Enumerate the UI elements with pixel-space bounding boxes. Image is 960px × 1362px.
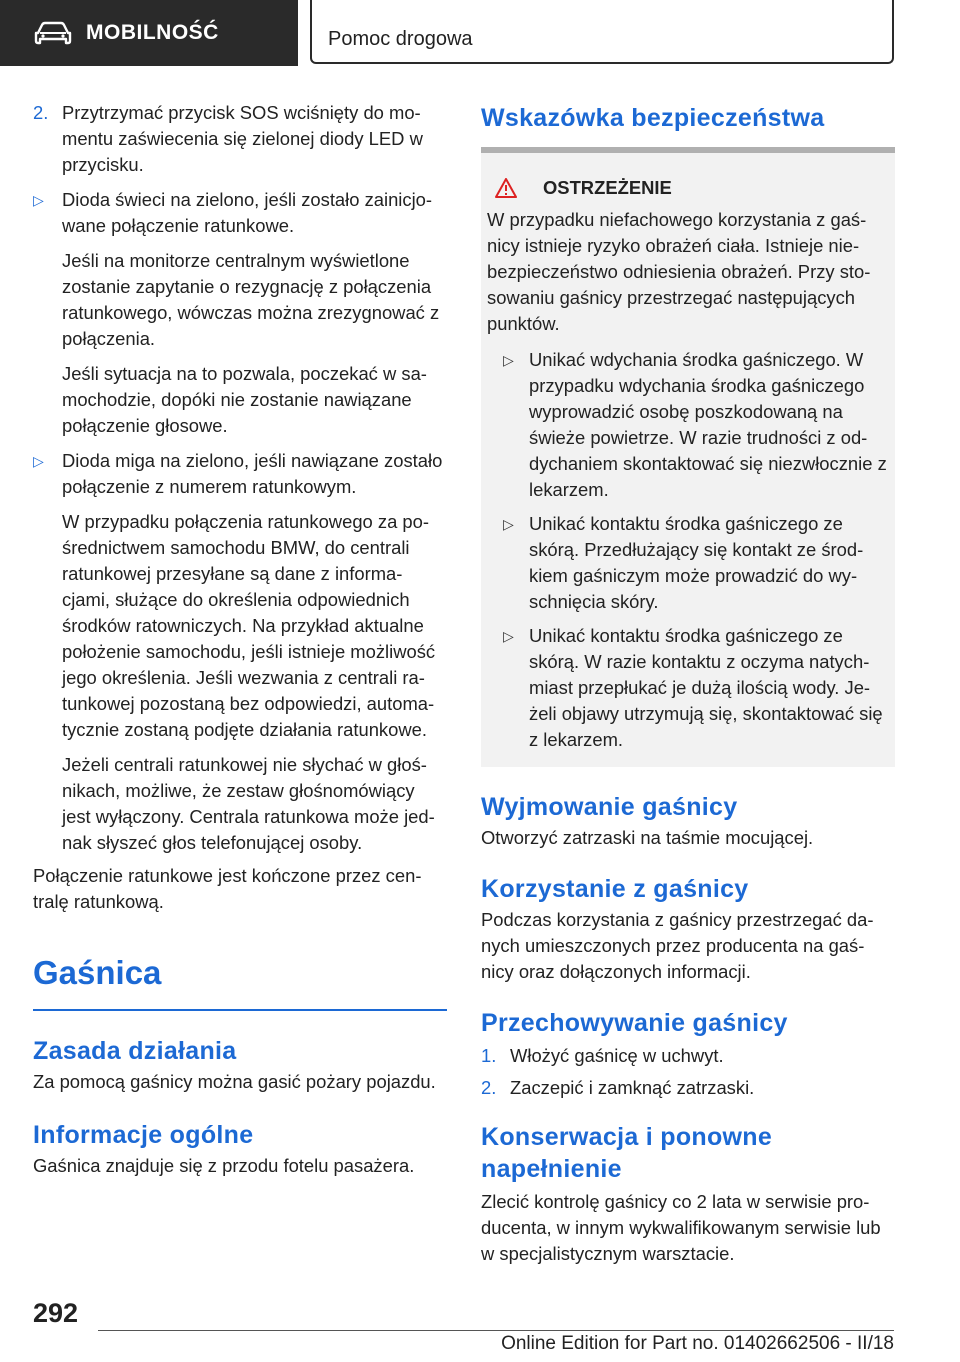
heading-storage: Przechowywanie gaśnicy — [481, 1009, 788, 1037]
page-number: 292 — [33, 1298, 79, 1328]
heading-maintenance-line1: Konserwacja i ponowne — [481, 1123, 773, 1151]
step-number: 2. — [33, 102, 49, 123]
car-icon — [34, 21, 72, 45]
triangle-bullet-icon: ▷ — [33, 453, 44, 469]
footer-rule — [98, 1330, 894, 1331]
bullet-led-blinking — [33, 448, 447, 856]
chapter-rule — [33, 1009, 447, 1011]
warning-bullet-text: Unikać wdychania środka gaśniczego. W przypadku wdychania środka gaśniczego wyprowadzić osobę poszkodowaną na świeże powietrze. W razie trudności z od-dychaniem skontaktować się niezwłocznie z lekarzem. — [529, 349, 887, 500]
bullet-paragraph: W przypadku połączenia ratunkowego za po-średnictwem samochodu BMW, do centrali ratunkowej przesyłane są dane z informa-cjami, służące do określenia odpowiednich środków ratowniczych. Na przykład aktualne położenie samochodu, jeśli istnieje możliwość jego określenia. Jeśli wezwania z centrali ra-tunkowej pozostaną bez odpowiedzi, automa-tycznie zostaną podjęte działania ratunkowe. — [62, 511, 436, 740]
warning-bullet-text: Unikać kontaktu środka gaśniczego ze skórą. W razie kontaktu z oczyma natych-miast przepłukać je dużą ilością wody. Je-żeli objawy utrzymują się, skontaktować się z lekarzem. — [529, 625, 883, 750]
triangle-bullet-icon: ▷ — [503, 516, 514, 532]
edition-text: Online Edition for Part no. 01402662506 - II/18 — [501, 1333, 894, 1354]
page-header — [0, 0, 960, 66]
chapter-title: Gaśnica — [33, 954, 162, 991]
heading-safety: Wskazówka bezpieczeństwa — [481, 104, 825, 132]
warning-text: W przypadku niefachowego korzystania z gaś-nicy istnieje ryzyko obrażeń ciała. Istnieje nie-bezpieczeństwo odniesienia obrażeń. Przy sto-sowaniu gaśnicy przestrzegać następujących punktów. — [487, 209, 871, 334]
step-number: 2. — [481, 1077, 497, 1098]
triangle-bullet-icon: ▷ — [503, 352, 514, 368]
warning-bullet — [487, 347, 895, 503]
maintenance-text: Zlecić kontrolę gaśnicy co 2 lata w serwisie pro-ducenta, w innym wykwalifikowanym serwisie lub w specjalistycznym warsztacie. — [481, 1191, 881, 1264]
use-text: Podczas korzystania z gaśnicy przestrzegać da-nych umieszczonych przez producenta na gaś-nicy oraz dołączonych informacji. — [481, 909, 874, 982]
step-2 — [33, 100, 447, 178]
remove-text: Otworzyć zatrzaski na taśmie mocującej. — [481, 827, 814, 848]
step-text: Przytrzymać przycisk SOS wciśnięty do mo-mentu zaświecenia się zielonej diody LED w przycisku. — [62, 102, 423, 175]
step-text: Zaczepić i zamknąć zatrzaski. — [510, 1077, 755, 1098]
warning-box — [481, 153, 895, 767]
bullet-text: Dioda świeci na zielono, jeśli zostało zainicjo-wane połączenie ratunkowe. — [62, 189, 433, 236]
bullet-paragraph: Jeżeli centrali ratunkowej nie słychać w głoś-nikach, możliwe, że zestaw głośnomówiący jest wyłączony. Centrala ratunkowa może jed-nak słyszeć głos telefonującej osoby. — [62, 754, 435, 853]
bullet-paragraph: Jeśli sytuacja na to pozwala, poczekać w sa-mochodzie, dopóki nie zostanie nawiązane połączenie głosowe. — [62, 363, 427, 436]
closing-paragraph: Połączenie ratunkowe jest kończone przez cen-tralę ratunkową. — [33, 865, 422, 912]
storage-step — [481, 1043, 895, 1069]
section-title: MOBILNOŚĆ — [86, 21, 219, 44]
warning-bullet-text: Unikać kontaktu środka gaśniczego ze skórą. Przedłużający się kontakt ze środ-kiem gaśniczym może prowadzić do wy-schnięcia skóry. — [529, 513, 864, 612]
heading-use: Korzystanie z gaśnicy — [481, 875, 749, 903]
heading-remove: Wyjmowanie gaśnicy — [481, 793, 738, 821]
heading-maintenance-line2: napełnienie — [481, 1155, 622, 1183]
warning-bullet — [487, 623, 895, 753]
bullet-text: Dioda miga na zielono, jeśli nawiązane zostało połączenie z numerem ratunkowym. — [62, 450, 443, 497]
heading-principle: Zasada działania — [33, 1037, 237, 1065]
warning-triangle-icon — [495, 178, 517, 198]
warning-bullet — [487, 511, 895, 615]
left-column — [33, 100, 447, 1179]
triangle-bullet-icon: ▷ — [503, 628, 514, 644]
general-text: Gaśnica znajduje się z przodu fotelu pasażera. — [33, 1155, 415, 1176]
step-text: Włożyć gaśnicę w uchwyt. — [510, 1045, 724, 1066]
storage-step — [481, 1075, 895, 1101]
topic-box — [310, 0, 894, 64]
triangle-bullet-icon: ▷ — [33, 192, 44, 208]
topic-title: Pomoc drogowa — [328, 28, 473, 50]
heading-maintenance — [481, 1121, 895, 1185]
right-column — [481, 100, 895, 1267]
heading-general: Informacje ogólne — [33, 1121, 254, 1149]
bullet-led-green — [33, 187, 447, 439]
bullet-paragraph: Jeśli na monitorze centralnym wyświetlone zostanie zapytanie o rezygnację z połączenia ratunkowego, wówczas można zrezygnować z połączenia. — [62, 250, 440, 349]
step-number: 1. — [481, 1045, 497, 1066]
warning-header — [487, 173, 895, 203]
warning-label: OSTRZEŻENIE — [543, 177, 672, 198]
principle-text: Za pomocą gaśnicy można gasić pożary pojazdu. — [33, 1071, 436, 1092]
section-tab — [0, 0, 298, 66]
